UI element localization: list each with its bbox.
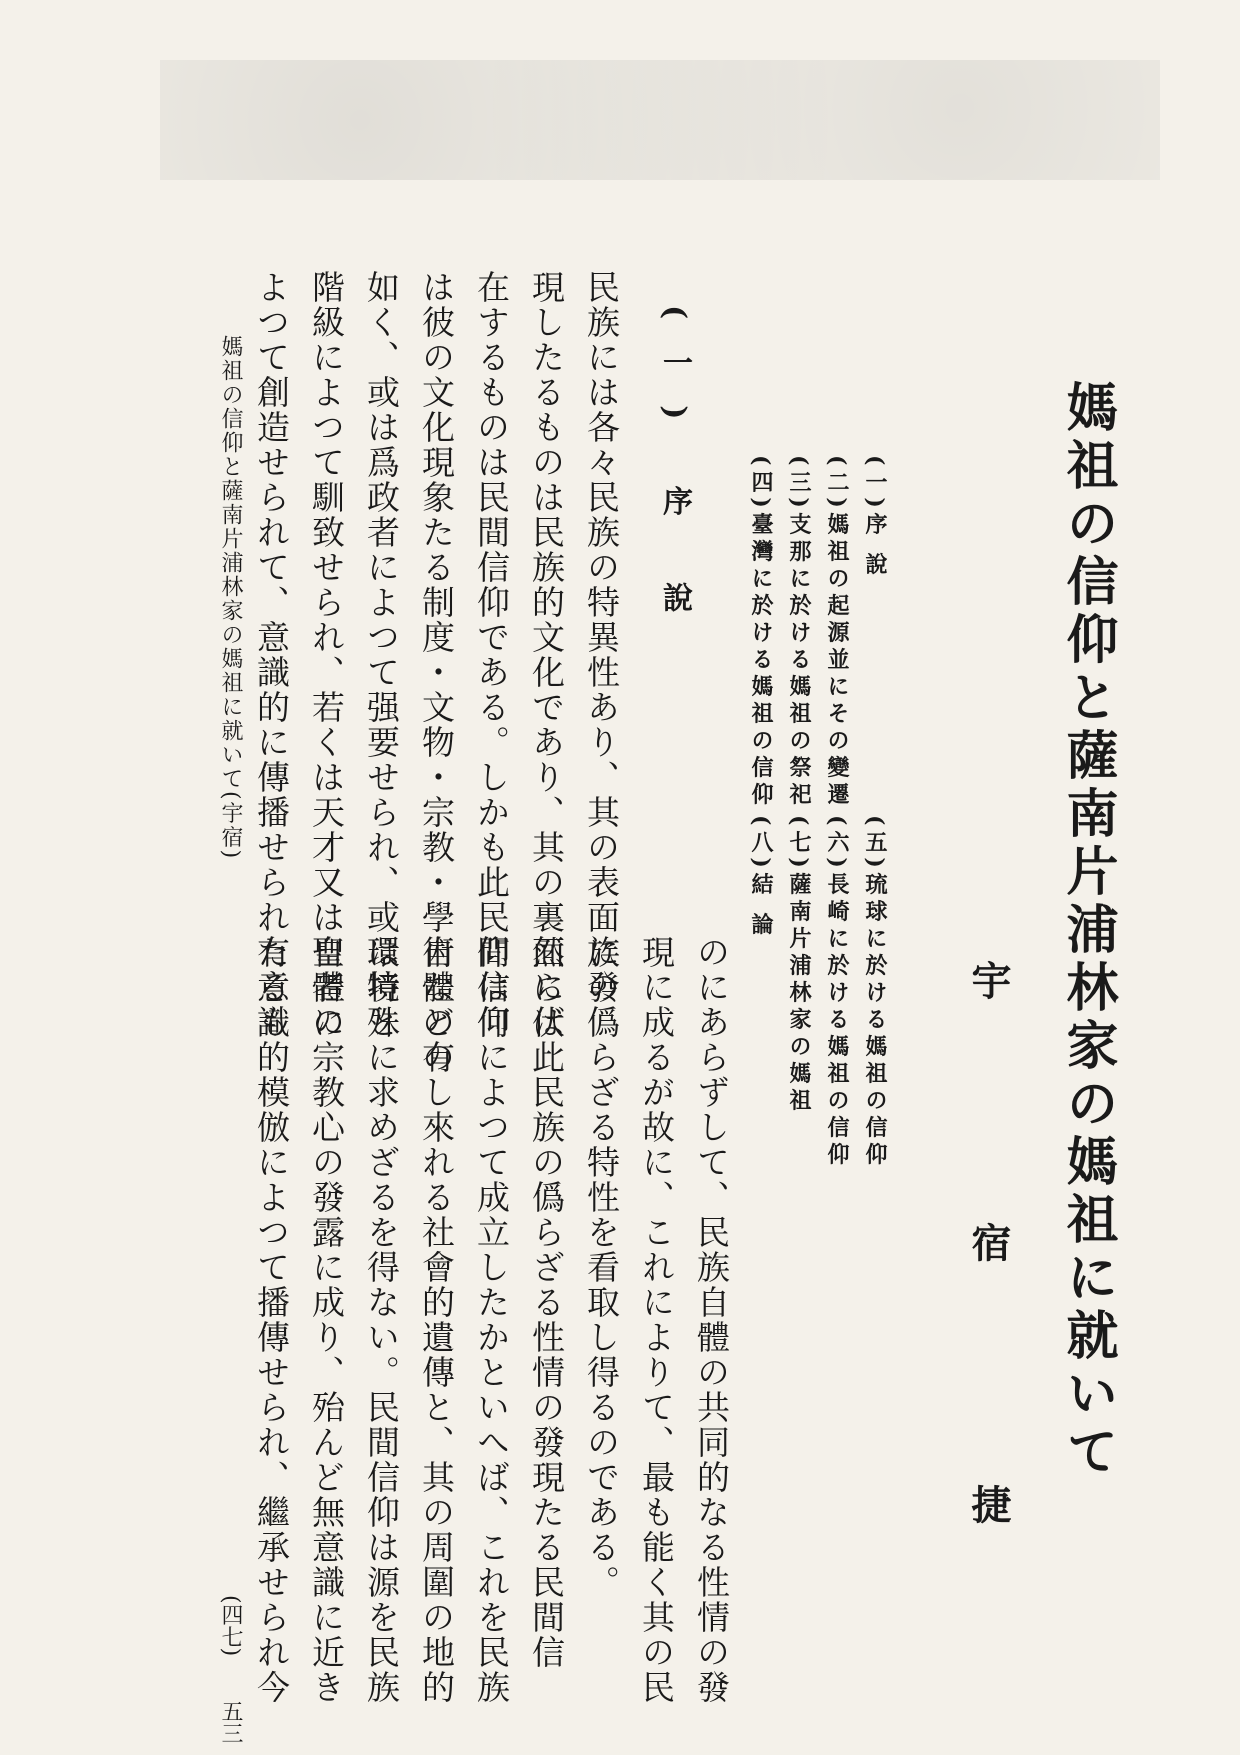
body-line-lower-1: のにあらずして、民族自體の共同的なる性情の發 [692, 935, 731, 1705]
body-line-upper-1: 民族には各々民族の特異性あり、其の表面に發 [582, 270, 621, 1005]
scan-noise [160, 60, 1160, 180]
toc-item-4 [746, 455, 777, 810]
toc-item-number: (七) [786, 815, 812, 873]
body-line-lower-5: 仰は何によつて成立したかといへば、これを民族 [472, 935, 511, 1705]
toc-item-3 [784, 455, 815, 810]
toc-item-7 [784, 815, 815, 1116]
body-line-lower-2: 現に成るが故に、これによりて、最も能く其の民 [637, 935, 676, 1705]
toc-item-1 [860, 455, 891, 580]
toc-item-text: 長崎に於ける媽祖の信仰 [824, 872, 850, 1170]
toc-item-8 [746, 815, 777, 940]
toc-item-number: (八) [748, 815, 774, 873]
body-line-upper-5: 如く、或は爲政者によつて强要せられ、或は特殊 [362, 270, 401, 1040]
body-line-upper-7: よつて創造せられて、意識的に傳播せられたるも [252, 270, 291, 1040]
body-line-lower-4: 然らば此民族の僞らざる性情の發現たる民間信 [527, 935, 566, 1670]
toc-item-number: (五) [862, 815, 888, 873]
body-line-upper-3: 在するものは民間信仰である。しかも此民間信仰 [472, 270, 511, 1040]
toc-item-text: 薩南片浦林家の媽祖 [786, 872, 812, 1116]
folio-number: (四七) [218, 1595, 243, 1657]
toc-item-number: (四) [748, 455, 774, 513]
running-head: 媽祖の信仰と薩南片浦林家の媽祖に就いて(宇宿) [218, 335, 243, 861]
toc-item-text: 支那に於ける媽祖の祭祀 [786, 512, 812, 810]
toc-item-6 [822, 815, 853, 1170]
body-line-lower-8: 自體の宗教心の發露に成り、殆んど無意識に近き [307, 935, 346, 1705]
article-title: 媽祖の信仰と薩南片浦林家の媽祖に就いて [1057, 380, 1118, 1482]
author-name: 宇 宿 捷 [965, 960, 1012, 1628]
toc-item-text: 媽祖の起源並にその變遷 [824, 512, 850, 810]
body-line-lower-6: 自體の有し來れる社會的遺傳と、其の周圍の地的 [417, 935, 456, 1705]
toc-item-text: 結 論 [748, 872, 774, 940]
toc-item-text: 琉球に於ける媽祖の信仰 [862, 872, 888, 1170]
section-heading: (一) 序 說 [657, 305, 692, 641]
body-line-upper-6: 階級によつて馴致せられ、若くは天才又は聖者に [307, 270, 346, 1040]
toc-item-text: 序 說 [862, 512, 888, 580]
toc-item-2 [822, 455, 853, 810]
toc-item-number: (一) [862, 455, 888, 513]
body-line-lower-9: 有意識的模倣によつて播傳せられ、繼承せられ今 [252, 935, 291, 1705]
page-number: 五三 [218, 1700, 243, 1744]
toc-item-number: (三) [786, 455, 812, 513]
toc-item-5 [860, 815, 891, 1170]
toc-item-number: (二) [824, 455, 850, 513]
body-line-lower-7: 環境とに求めざるを得ない。民間信仰は源を民族 [362, 935, 401, 1705]
toc-item-text: 臺灣に於ける媽祖の信仰 [748, 512, 774, 810]
toc-item-number: (六) [824, 815, 850, 873]
body-line-upper-4: は彼の文化現象たる制度・文物・宗教・學術などの [417, 270, 456, 1075]
body-line-upper-2: 現したるものは民族的文化であり、其の裏面に伏 [527, 270, 566, 1040]
body-line-lower-3: 族の僞らざる特性を看取し得るのである。 [582, 935, 621, 1600]
